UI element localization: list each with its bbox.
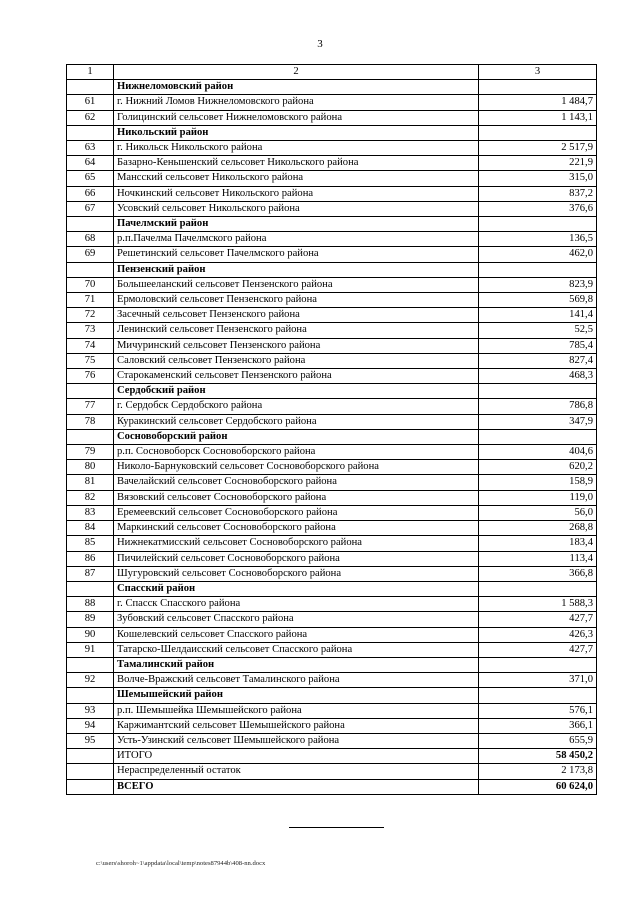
row-number: 84 [67,521,114,536]
table-row [67,460,597,475]
row-number: 64 [67,156,114,171]
row-name: Маркинский сельсовет Сосновоборского района [114,521,479,536]
row-name: Спасский район [114,581,479,596]
table-row [67,399,597,414]
table-row [67,733,597,748]
row-number: 80 [67,460,114,475]
allocation-table [66,64,597,795]
table-body [67,80,597,795]
table-row [67,323,597,338]
row-name: Пачелмский район [114,217,479,232]
row-value: 58 450,2 [479,749,597,764]
row-number: 69 [67,247,114,262]
header-col-2: 2 [114,65,479,80]
row-number [67,429,114,444]
row-number: 83 [67,505,114,520]
row-number: 70 [67,277,114,292]
row-name: Ермоловский сельсовет Пензенского района [114,293,479,308]
row-value: 1 588,3 [479,597,597,612]
row-value: 119,0 [479,490,597,505]
table-row [67,186,597,201]
row-value: 426,3 [479,627,597,642]
row-number: 65 [67,171,114,186]
row-value: 60 624,0 [479,779,597,794]
table-row [67,232,597,247]
row-value: 2 517,9 [479,141,597,156]
row-value: 56,0 [479,505,597,520]
table-row [67,110,597,125]
row-value [479,384,597,399]
row-name: р.п. Сосновоборск Сосновоборского района [114,445,479,460]
row-value [479,262,597,277]
row-value: 366,1 [479,718,597,733]
table-row [67,490,597,505]
row-number [67,749,114,764]
row-name: Мансский сельсовет Никольского района [114,171,479,186]
row-number [67,581,114,596]
table-row [67,201,597,216]
row-number: 88 [67,597,114,612]
row-number: 92 [67,673,114,688]
row-number: 63 [67,141,114,156]
table-row [67,612,597,627]
row-number [67,688,114,703]
row-name: Старокаменский сельсовет Пензенского района [114,369,479,384]
row-number: 73 [67,323,114,338]
row-name: Ночкинский сельсовет Никольского района [114,186,479,201]
table-row [67,505,597,520]
table-row [67,156,597,171]
row-name: Решетинский сельсовет Пачелмского района [114,247,479,262]
row-number: 93 [67,703,114,718]
row-number [67,779,114,794]
row-number [67,384,114,399]
district-row [67,429,597,444]
row-number: 62 [67,110,114,125]
table-row [67,95,597,110]
row-name: г. Спасск Спасского района [114,597,479,612]
row-value [479,125,597,140]
row-value: 785,4 [479,338,597,353]
table-row [67,369,597,384]
table-row [67,642,597,657]
row-value: 827,4 [479,353,597,368]
row-name: Шугуровский сельсовет Сосновоборского района [114,566,479,581]
row-number: 91 [67,642,114,657]
row-value: 366,8 [479,566,597,581]
row-value: 113,4 [479,551,597,566]
row-value: 655,9 [479,733,597,748]
total-row [67,779,597,794]
row-value: 404,6 [479,445,597,460]
row-value: 183,4 [479,536,597,551]
row-value: 462,0 [479,247,597,262]
district-row [67,581,597,596]
row-value: 268,8 [479,521,597,536]
row-name: Вачелайский сельсовет Сосновоборского района [114,475,479,490]
row-value: 427,7 [479,612,597,627]
row-name: Голицинский сельсовет Нижнеломовского района [114,110,479,125]
row-name: Сердобский район [114,384,479,399]
row-name: Тамалинский район [114,657,479,672]
row-number: 78 [67,414,114,429]
row-number: 77 [67,399,114,414]
row-value: 136,5 [479,232,597,247]
row-name: Усовский сельсовет Никольского района [114,201,479,216]
row-name: Куракинский сельсовет Сердобского района [114,414,479,429]
row-value: 620,2 [479,460,597,475]
table-row [67,718,597,733]
table-row [67,171,597,186]
file-path: c:\users\shoroh~1\appdata\local\temp\notes87944b\408-nn.docx [96,860,266,867]
row-value: 141,4 [479,308,597,323]
row-number: 85 [67,536,114,551]
row-name: Татарско-Шелдаисский сельсовет Спасского района [114,642,479,657]
row-value [479,657,597,672]
row-number: 71 [67,293,114,308]
table-row [67,627,597,642]
table-row [67,277,597,292]
row-name: Каржимантский сельсовет Шемышейского района [114,718,479,733]
row-name: Мичуринский сельсовет Пензенского района [114,338,479,353]
row-name: Ленинский сельсовет Пензенского района [114,323,479,338]
row-value: 837,2 [479,186,597,201]
row-name: ИТОГО [114,749,479,764]
row-number: 82 [67,490,114,505]
row-value: 823,9 [479,277,597,292]
row-name: Усть-Узинский сельсовет Шемышейского района [114,733,479,748]
table-row [67,445,597,460]
row-name: Пичилейский сельсовет Сосновоборского района [114,551,479,566]
row-number: 81 [67,475,114,490]
total-row [67,749,597,764]
row-value: 427,7 [479,642,597,657]
row-value: 1 143,1 [479,110,597,125]
district-row [67,125,597,140]
row-value: 371,0 [479,673,597,688]
row-name: Вязовский сельсовет Сосновоборского района [114,490,479,505]
row-value: 1 484,7 [479,95,597,110]
row-name: Пензенский район [114,262,479,277]
header-col-1: 1 [67,65,114,80]
row-number [67,80,114,95]
row-number: 86 [67,551,114,566]
row-name: Еремеевский сельсовет Сосновоборского района [114,505,479,520]
row-number: 75 [67,353,114,368]
row-number [67,262,114,277]
row-number [67,217,114,232]
row-number: 66 [67,186,114,201]
district-row [67,80,597,95]
row-name: Базарно-Кеньшенский сельсовет Никольского района [114,156,479,171]
row-name: г. Сердобск Сердобского района [114,399,479,414]
row-number [67,125,114,140]
table-row [67,551,597,566]
row-value [479,217,597,232]
row-number: 74 [67,338,114,353]
row-value: 347,9 [479,414,597,429]
row-value [479,429,597,444]
table-header-row [67,65,597,80]
row-value [479,688,597,703]
row-name: Николо-Барнуковский сельсовет Сосновоборского района [114,460,479,475]
district-row [67,657,597,672]
table-row [67,703,597,718]
row-value: 569,8 [479,293,597,308]
row-name: ВСЕГО [114,779,479,794]
row-number: 90 [67,627,114,642]
district-row [67,688,597,703]
row-name: Большееланский сельсовет Пензенского района [114,277,479,292]
row-name: Никольский район [114,125,479,140]
table-row [67,293,597,308]
row-number: 79 [67,445,114,460]
row-value [479,80,597,95]
district-row [67,217,597,232]
row-name: Саловский сельсовет Пензенского района [114,353,479,368]
row-name: Засечный сельсовет Пензенского района [114,308,479,323]
row-value [479,581,597,596]
row-number: 89 [67,612,114,627]
row-number [67,764,114,779]
table-row [67,308,597,323]
row-value: 376,6 [479,201,597,216]
table-row [67,597,597,612]
table-row [67,141,597,156]
row-value: 576,1 [479,703,597,718]
table-row [67,475,597,490]
table-row [67,414,597,429]
row-name: Сосновоборский район [114,429,479,444]
row-value: 786,8 [479,399,597,414]
table-row [67,566,597,581]
row-name: Зубовский сельсовет Спасского района [114,612,479,627]
row-name: Волче-Вражский сельсовет Тамалинского района [114,673,479,688]
district-row [67,384,597,399]
row-name: Шемышейский район [114,688,479,703]
table-row [67,764,597,779]
header-col-3: 3 [479,65,597,80]
row-number [67,657,114,672]
row-number: 94 [67,718,114,733]
row-number: 68 [67,232,114,247]
row-value: 158,9 [479,475,597,490]
row-value: 315,0 [479,171,597,186]
page-number: 3 [317,38,323,50]
district-row [67,262,597,277]
table-row [67,353,597,368]
row-name: р.п.Пачелма Пачелмского района [114,232,479,247]
table-row [67,521,597,536]
table-row [67,536,597,551]
row-name: г. Никольск Никольского района [114,141,479,156]
row-number: 76 [67,369,114,384]
row-value: 52,5 [479,323,597,338]
row-number: 67 [67,201,114,216]
row-number: 87 [67,566,114,581]
row-name: Кошелевский сельсовет Спасского района [114,627,479,642]
row-value: 221,9 [479,156,597,171]
row-name: Нераспределенный остаток [114,764,479,779]
table-row [67,673,597,688]
footnote-separator [289,827,384,828]
row-value: 468,3 [479,369,597,384]
row-name: Нижнеломовский район [114,80,479,95]
row-number: 61 [67,95,114,110]
row-number: 95 [67,733,114,748]
row-name: Нижнекатмисский сельсовет Сосновоборского района [114,536,479,551]
table-row [67,247,597,262]
row-value: 2 173,8 [479,764,597,779]
row-number: 72 [67,308,114,323]
row-name: г. Нижний Ломов Нижнеломовского района [114,95,479,110]
table-row [67,338,597,353]
row-name: р.п. Шемышейка Шемышейского района [114,703,479,718]
